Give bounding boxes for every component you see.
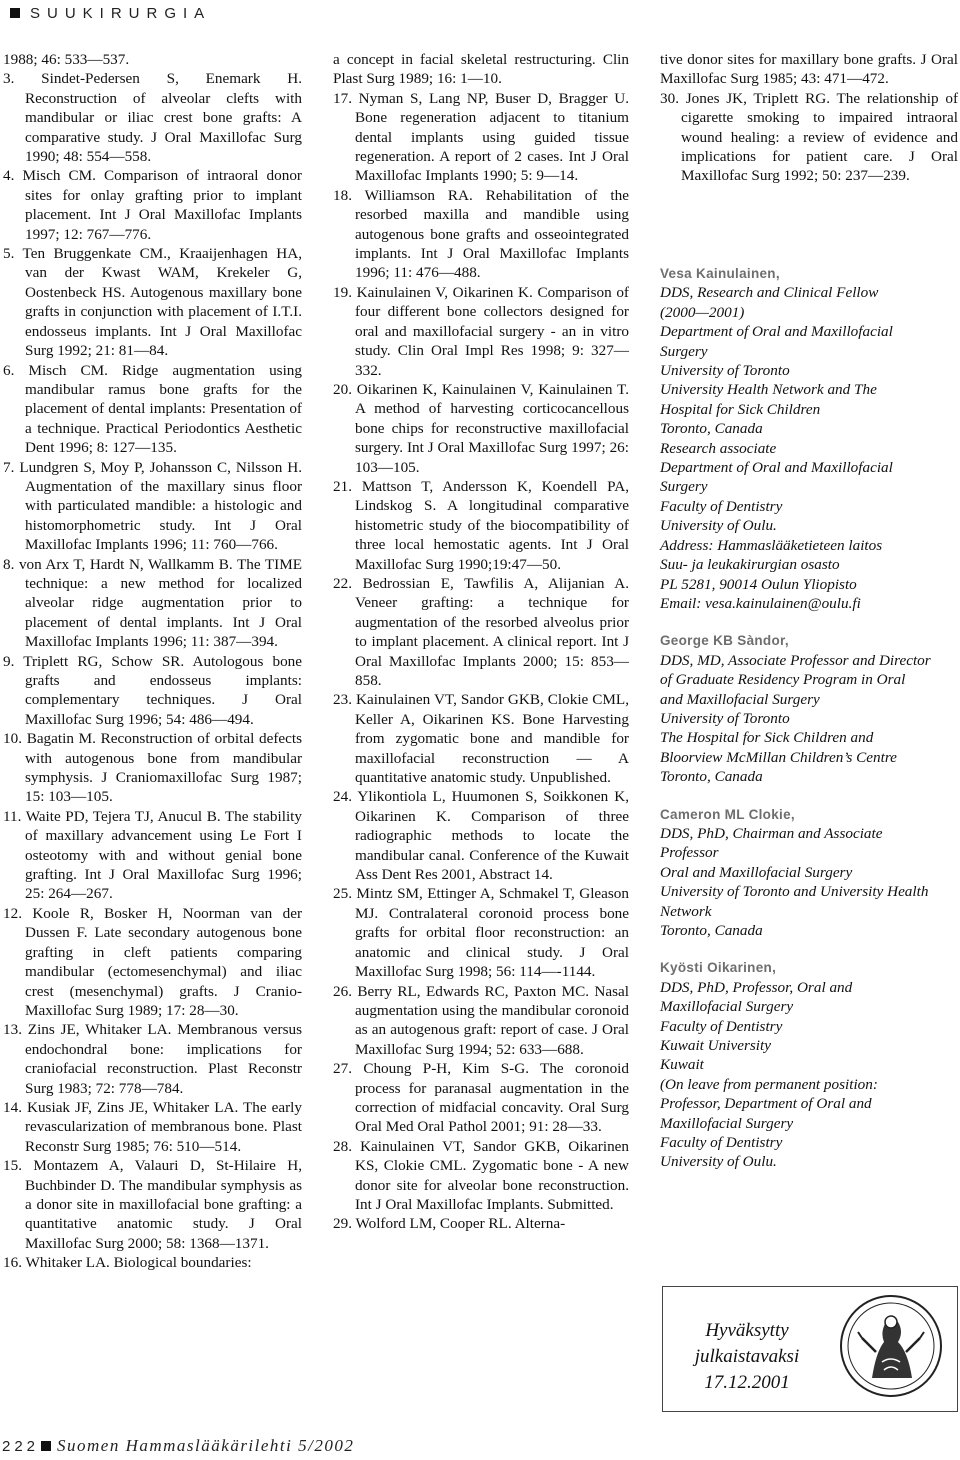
reference-item: 11. Waite PD, Tejera TJ, Anucul B. The stability of maxillary advancement using Le Fort I osteotomy with and without genial bone grafting. Int J Oral Maxillofac Surg 1996; 25: 264—267.: [3, 807, 302, 903]
footer-square-icon: [41, 1441, 51, 1451]
author-affiliation-line: University of Toronto: [660, 362, 790, 380]
reference-item: 23. Kainulainen VT, Sandor GKB, Clokie CML, Keller A, Oikarinen KS. Bone Harvesting from zygomatic bone and mandible for maxillofacial reconstruction — A quantitative anatomic study. Unpublished.: [333, 691, 629, 787]
author-affiliation-line: University of Oulu.: [660, 517, 777, 535]
author-affiliation-line: Bloorview McMillan Children’s Centre: [660, 748, 897, 766]
page-number: 222: [2, 1437, 40, 1455]
reference-continuation: 1988; 46: 533—537.: [3, 51, 130, 68]
reference-item: 8. von Arx T, Hardt N, Wallkamm B. The TIME technique: a new method for localized alveolar ridge augmentation prior to placement of dental implants. Int J Oral Maxillofac Implants 1996; 11: 387—394.: [3, 555, 302, 651]
author-block: [660, 958, 958, 1171]
author-affiliation-line: Network: [660, 902, 712, 920]
reference-item: 7. Lundgren S, Moy P, Johansson C, Nilsson H. Augmentation of the maxillary sinus floor with particulated mandible: a histologic and histomorphometric study. Int J Oral Maxillofac Implants 1996; 11: 760—766.: [3, 458, 302, 554]
author-affiliation-line: Research associate: [660, 439, 777, 457]
reference-item: 14. Kusiak JF, Zins JE, Whitaker LA. The early revascularization of membranous bone. Plast Reconstr Surg 1985; 76: 510—514.: [3, 1098, 302, 1155]
author-affiliation-line: The Hospital for Sick Children and: [660, 729, 874, 747]
reference-item: 27. Choung P-H, Kim S-G. The coronoid process for paranasal augmentation in the correction of midfacial concavity. Oral Surg Oral Med Oral Pathol 2001; 91: 28—33.: [333, 1060, 629, 1136]
author-name: Kyösti Oikarinen,: [660, 960, 777, 976]
acceptance-line-2: julkaistavaksi: [694, 1346, 800, 1367]
references-column-1: [3, 50, 302, 1273]
author-affiliation-line: Faculty of Dentistry: [660, 1134, 783, 1152]
reference-item: 3. Sindet-Pedersen S, Enemark H. Reconstruction of alveolar clefts with mandibular or iliac crest bone grafts: A comparative study. J Oral Maxillofac Surg 1990; 48: 554—558.: [3, 70, 302, 166]
author-name: George KB Sàndor,: [660, 633, 789, 649]
acceptance-date: 17.12.2001: [704, 1372, 790, 1393]
society-seal-icon: [832, 1292, 950, 1400]
reference-item: 25. Mintz SM, Ettinger A, Schmakel T, Gleason MJ. Contralateral coronoid process bone grafts for orbital floor reconstruction: an anatomic and clinical study. J Oral Maxillofac Surg 1998; 56: 114—-1144.: [333, 885, 629, 981]
running-header: [0, 2, 211, 24]
author-affiliation-line: University of Toronto and University Health: [660, 883, 929, 901]
author-affiliation-line: Kuwait University: [660, 1037, 771, 1055]
author-affiliation-line: Hospital for Sick Children: [660, 400, 821, 418]
reference-item: 6. Misch CM. Ridge augmentation using mandibular ramus bone grafts for the placement of dental implants: Presentation of a technique. Practical Periodontics Aesthetic Dent 1996; 8: 127—135.: [3, 361, 302, 457]
reference-item: 26. Berry RL, Edwards RC, Paxton MC. Nasal augmentation using the mandibular coronoid as an autogenous graft: report of case. J Oral Maxillofac Surg 1994; 52: 633—688.: [333, 982, 629, 1058]
reference-continuation: a concept in facial skeletal restructuring. Clin Plast Surg 1989; 16: 1—10.: [333, 51, 629, 88]
author-affiliation-line: Maxillofacial Surgery: [660, 998, 794, 1016]
author-affiliation-line: Oral and Maxillofacial Surgery: [660, 863, 853, 881]
reference-item: 13. Zins JE, Whitaker LA. Membranous versus endochondral bone: implications for craniofacial reconstruction. Plast Reconstr Surg 1983; 72: 778—784.: [3, 1021, 302, 1097]
author-affiliation-line: Professor: [660, 844, 719, 862]
author-affiliation-line: Surgery: [660, 478, 708, 496]
journal-name: Suomen Hammaslääkärilehti 5/2002: [57, 1436, 355, 1455]
reference-item: 29. Wolford LM, Cooper RL. Alterna-: [333, 1215, 566, 1233]
reference-item: 12. Koole R, Bosker H, Noorman van der Dussen F. Late secondary autogenous bone grafting in cleft patients comparing mandibular (ectomesenchymal) and iliac crest (mesenchymal) grafts. J Cranio-Maxillofac Surg 1989; 17: 28—30.: [3, 904, 302, 1019]
reference-item: 4. Misch CM. Comparison of intraoral donor sites for onlay grafting prior to implant placement. Int J Oral Maxillofac Implants 1997; 12: 767—776.: [3, 167, 302, 243]
reference-item: 19. Kainulainen V, Oikarinen K. Comparison of four different bone collectors designed for oral and maxillofacial surgery - an in vitro study. Clin Oral Impl Res 1998; 9: 327—332.: [333, 283, 629, 379]
references-column-2: [333, 50, 629, 1234]
reference-item: 5. Ten Bruggenkate CM., Kraaijenhagen HA, van der Kwast WAM, Krekeler G, Oostenbeck HS. Autogenous maxillary bone grafts in conjunction with placement of I.T.I. endosseus implants. Int J Oral Maxillofac Surg 1992; 21: 81—84.: [3, 245, 302, 360]
author-affiliation-line: DDS, MD, Associate Professor and Director: [660, 651, 931, 669]
reference-item: 17. Nyman S, Lang NP, Buser D, Bragger U. Bone regeneration adjacent to titanium dental implants using guided tissue regeneration. A report of 2 cases. Int J Oral Maxillofac Implants 1990; 5: 9—14.: [333, 89, 629, 185]
header-square-icon: [10, 8, 20, 18]
reference-item: 9. Triplett RG, Schow SR. Autologous bone grafts and endosseus implants: complementary techniques. J Oral Maxillofac Surg 1996; 54: 486—494.: [3, 652, 302, 728]
author-affiliation-line: DDS, PhD, Professor, Oral and: [660, 978, 853, 996]
author-name: Cameron ML Clokie,: [660, 806, 795, 822]
author-affiliation-line: of Graduate Residency Program in Oral: [660, 671, 906, 689]
author-affiliation-line: Email: vesa.kainulainen@oulu.fi: [660, 594, 861, 612]
author-affiliation-line: PL 5281, 90014 Oulun Yliopisto: [660, 575, 857, 593]
author-affiliation-line: University of Oulu.: [660, 1153, 777, 1171]
acceptance-text: [672, 1318, 822, 1396]
author-affiliation-line: Toronto, Canada: [660, 768, 763, 786]
author-affiliation-line: Toronto, Canada: [660, 420, 763, 438]
reference-item: 22. Bedrossian E, Tawfilis A, Alijanian A. Veneer grafting: a technique for augmentation of the resorbed alveolus prior to implant placement. A clinical report. Int J Oral Maxillofac Implants 2000; 15: 853—858.: [333, 574, 629, 689]
author-affiliation-line: Faculty of Dentistry: [660, 1017, 783, 1035]
reference-item: 20. Oikarinen K, Kainulainen V, Kainulainen T. A method of harvesting corticocancellous bone chips for reconstructive maxillofacial surgery. Int J Oral Maxillofac Surg 1997; 26: 103—105.: [333, 380, 629, 476]
references-column-3: [660, 50, 958, 186]
reference-item: 15. Montazem A, Valauri D, St-Hilaire H, Buchbinder D. The mandibular symphysis as a donor site in maxillofacial bone grafting: a quantitative anatomic study. J Oral Maxillofac Surg 2000; 58: 1368—1371.: [3, 1157, 302, 1252]
author-affiliation-line: Surgery: [660, 342, 708, 360]
author-affiliation-line: Maxillofacial Surgery: [660, 1114, 794, 1132]
reference-item: 18. Williamson RA. Rehabilitation of the resorbed maxilla and mandible using autogenous bone grafts and osseointegrated implants. Int J Oral Maxillofac Implants 1996; 11: 476—488.: [333, 186, 629, 282]
author-affiliation-line: Department of Oral and Maxillofacial: [660, 323, 893, 341]
author-affiliation-line: Professor, Department of Oral and: [660, 1095, 872, 1113]
author-name: Vesa Kainulainen,: [660, 266, 780, 281]
acceptance-line-1: Hyväksytty: [705, 1320, 789, 1341]
page-footer: [2, 1436, 354, 1456]
section-title: SUUKIRURGIA: [30, 4, 212, 22]
author-affiliation-line: Address: Hammaslääketieteen laitos: [660, 536, 883, 554]
reference-item: 24. Ylikontiola L, Huumonen S, Soikkonen K, Oikarinen K. Comparison of three radiographic methods to locate the mandibular canal. Conference of the Kuwait Ass Dent Res 2001, Abstract 14.: [333, 788, 629, 884]
author-block: [660, 631, 958, 786]
author-affiliation-line: DDS, Research and Clinical Fellow: [660, 284, 879, 302]
author-information: [660, 264, 958, 1190]
author-affiliation-line: DDS, PhD, Chairman and Associate: [660, 824, 883, 842]
author-affiliation-line: (On leave from permanent position:: [660, 1075, 878, 1093]
reference-item: 28. Kainulainen VT, Sandor GKB, Oikarinen KS, Clokie CML. Zygomatic bone - A new donor site for alveolar bone reconstruction. Int J Oral Maxillofac Implants. Submitted.: [333, 1137, 629, 1213]
reference-item: 16. Whitaker LA. Biological boundaries:: [3, 1254, 252, 1272]
author-block: [660, 805, 958, 941]
author-affiliation-line: Faculty of Dentistry: [660, 497, 783, 515]
author-affiliation-line: Toronto, Canada: [660, 922, 763, 939]
author-affiliation-line: Suu- ja leukakirurgian osasto: [660, 556, 840, 574]
reference-item: 21. Mattson T, Andersson K, Koendell PA, Lindskog S. A longitudinal comparative histometric study of the biocompatibility of three local hemostatic agents. Int J Oral Maxillofac Surg 1990;19:47—50.: [333, 477, 629, 573]
author-affiliation-line: Kuwait: [660, 1056, 704, 1074]
author-affiliation-line: and Maxillofacial Surgery: [660, 690, 820, 708]
reference-item: 10. Bagatin M. Reconstruction of orbital defects with autogenous bone from mandibular symphysis. J Craniomaxillofac Surg 1987; 15: 103—105.: [3, 730, 302, 806]
author-affiliation-line: University Health Network and The: [660, 381, 877, 399]
author-affiliation-line: (2000—2001): [660, 303, 745, 321]
author-affiliation-line: Department of Oral and Maxillofacial: [660, 459, 893, 477]
reference-continuation: tive donor sites for maxillary bone grafts. J Oral Maxillofac Surg 1985; 43: 471—472.: [660, 51, 958, 88]
author-affiliation-line: University of Toronto: [660, 709, 790, 727]
author-block: [660, 264, 958, 613]
reference-item: 30. Jones JK, Triplett RG. The relationship of cigarette smoking to impaired intraoral wound healing: a review of evidence and implications for patient care. J Oral Maxillofac Surg 1992; 50: 237—239.: [660, 89, 958, 185]
